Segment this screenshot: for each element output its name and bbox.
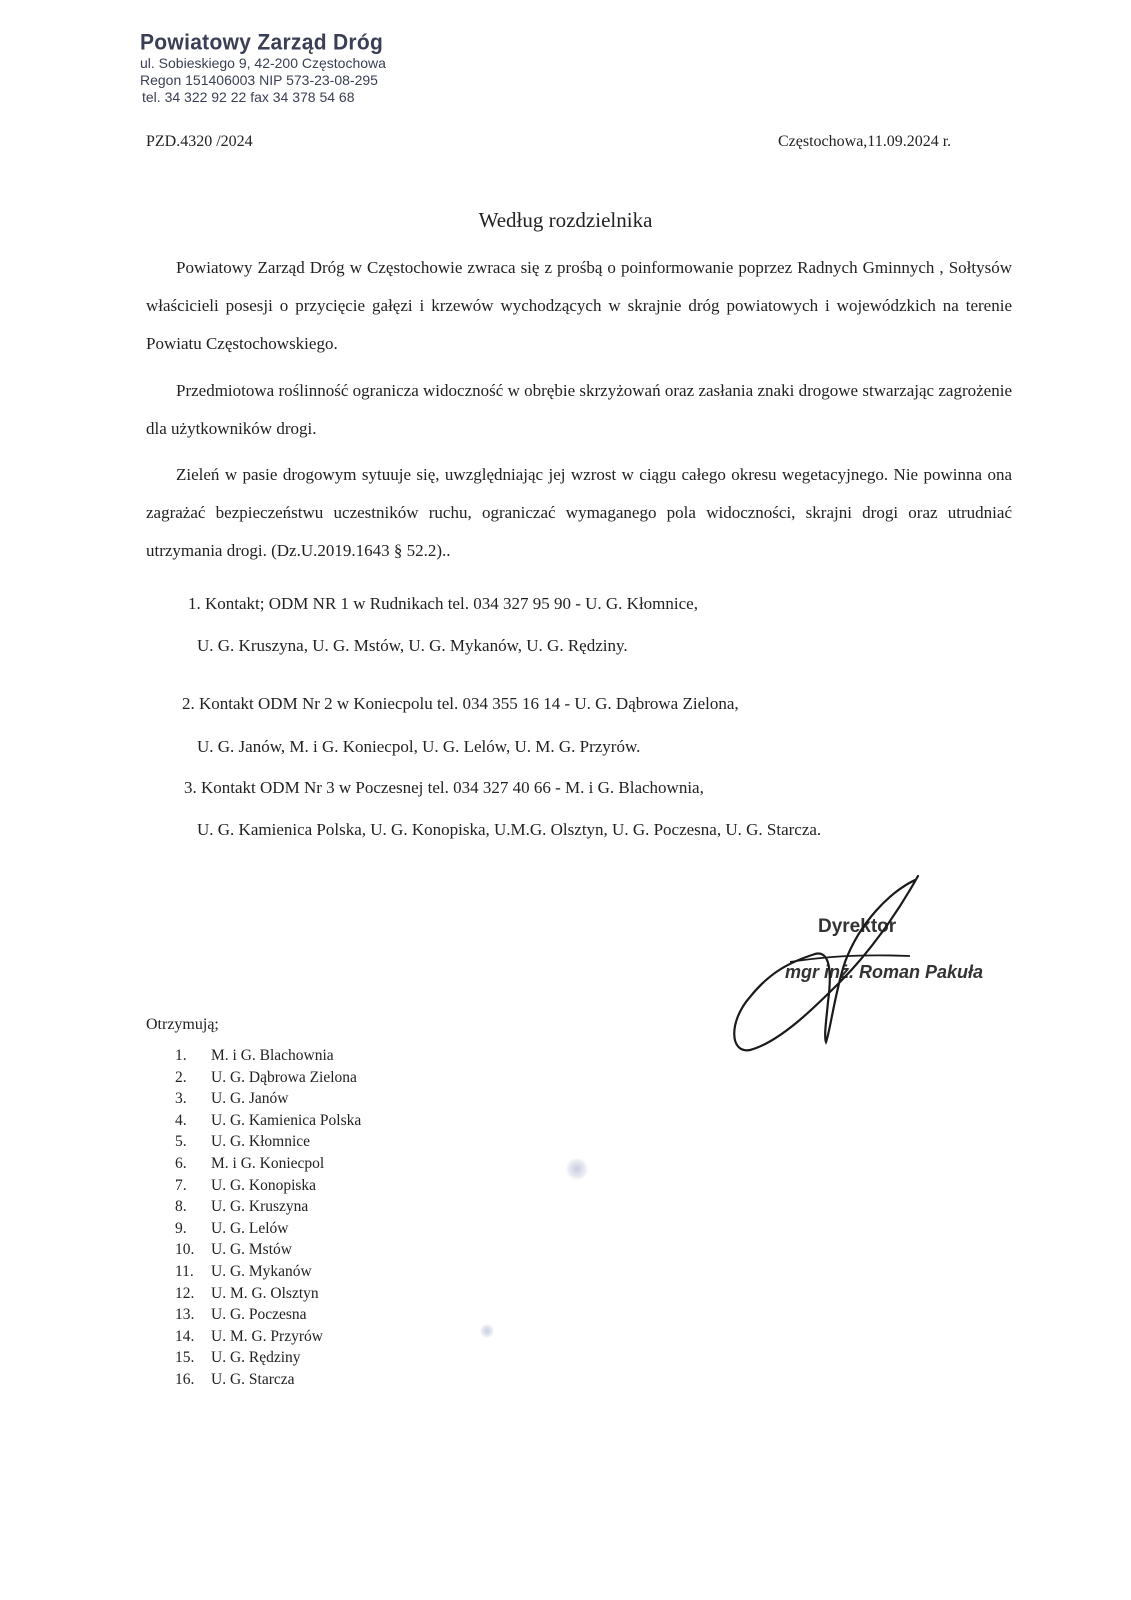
contact-2-line-2: U. G. Janów, M. i G. Koniecpol, U. G. Lelów, U. M. G. Przyrów. bbox=[197, 737, 641, 756]
list-item: 8. U. G. Kruszyna bbox=[175, 1198, 309, 1216]
list-item: 1. M. i G. Blachownia bbox=[175, 1047, 334, 1064]
scan-smudge bbox=[566, 1158, 588, 1180]
place-date: Częstochowa,11.09.2024 r. bbox=[778, 133, 952, 150]
contact-2-line-1: 2. Kontakt ODM Nr 2 w Koniecpolu tel. 034 355 16 14 - U. G. Dąbrowa Zielona, bbox=[182, 694, 739, 713]
body-paragraph-3-text: Zieleń w pasie drogowym sytuuje się, uwzględniając jej wzrost w ciągu całego okresu wegetacyjnego. Nie powinna ona zagrażać bezpieczeństwu uczestników ruchu, ograniczać wymaganego pola widoczności, skrajni drogi oraz utrudniać utrzymania drogi. (Dz.U.2019.1643 § 52.2).. bbox=[146, 465, 1012, 560]
list-item: 11. U. G. Mykanów bbox=[175, 1262, 312, 1280]
stamp-ids: Regon 151406003 NIP 573-23-08-295 bbox=[140, 72, 378, 88]
reference-number: PZD.4320 /2024 bbox=[146, 133, 253, 150]
list-item: 14. U. M. G. Przyrów bbox=[175, 1327, 323, 1345]
list-item: 9. U. G. Lelów bbox=[175, 1219, 289, 1237]
signatory-name: mgr inż. Roman Pakuła bbox=[785, 962, 984, 982]
list-item: 4. U. G. Kamienica Polska bbox=[175, 1111, 362, 1129]
contact-1-line-1: 1. Kontakt; ODM NR 1 w Rudnikach tel. 034 327 95 90 - U. G. Kłomnice, bbox=[188, 594, 698, 613]
handwritten-signature bbox=[720, 872, 940, 1062]
body-paragraph-3 bbox=[146, 456, 1012, 570]
stamp-phones: tel. 34 322 92 22 fax 34 378 54 68 bbox=[142, 89, 355, 105]
stamp-address: ul. Sobieskiego 9, 42-200 Częstochowa bbox=[140, 55, 386, 71]
list-item: 6. M. i G. Koniecpol bbox=[175, 1154, 325, 1172]
list-item: 3. U. G. Janów bbox=[175, 1090, 289, 1108]
contact-1-line-2: U. G. Kruszyna, U. G. Mstów, U. G. Mykanów, U. G. Rędziny. bbox=[197, 636, 628, 655]
list-item: 16. U. G. Starcza bbox=[175, 1370, 295, 1388]
list-item: 15. U. G. Rędziny bbox=[175, 1349, 301, 1367]
list-item: 5. U. G. Kłomnice bbox=[175, 1133, 311, 1151]
scan-smudge bbox=[480, 1324, 494, 1338]
list-item: 12. U. M. G. Olsztyn bbox=[175, 1284, 319, 1302]
recipients-heading: Otrzymują; bbox=[146, 1016, 219, 1033]
list-item: 10. U. G. Mstów bbox=[175, 1241, 292, 1259]
signatory-title: Dyrektor bbox=[818, 916, 897, 937]
body-paragraph-2 bbox=[146, 372, 1012, 448]
list-item: 2. U. G. Dąbrowa Zielona bbox=[175, 1068, 357, 1086]
contact-3-line-2: U. G. Kamienica Polska, U. G. Konopiska, U.M.G. Olsztyn, U. G. Poczesna, U. G. Starcza. bbox=[197, 820, 822, 839]
body-paragraph-1 bbox=[146, 249, 1012, 363]
list-item: 13. U. G. Poczesna bbox=[175, 1306, 307, 1324]
stamp-org-name: Powiatowy Zarząd Dróg bbox=[140, 30, 384, 55]
list-item: 7. U. G. Konopiska bbox=[175, 1176, 317, 1194]
contact-3-line-1: 3. Kontakt ODM Nr 3 w Poczesnej tel. 034 327 40 66 - M. i G. Blachownia, bbox=[184, 778, 704, 797]
body-paragraph-1-text: Powiatowy Zarząd Dróg w Częstochowie zwraca się z prośbą o poinformowanie poprzez Radnych Gminnych , Sołtysów właścicieli posesji o przycięcie gałęzi i krzewów wychodzących w skrajnie dróg powiatowych i wojewódzkich na terenie Powiatu Częstochowskiego. bbox=[146, 258, 1012, 353]
recipients-list bbox=[175, 1045, 361, 1391]
addressee-heading: Według rozdzielnika bbox=[478, 208, 653, 232]
office-stamp bbox=[140, 32, 386, 104]
body-paragraph-2-text: Przedmiotowa roślinność ogranicza widoczność w obrębie skrzyżowań oraz zasłania znaki drogowe stwarzając zagrożenie dla użytkowników drogi. bbox=[146, 381, 1012, 438]
